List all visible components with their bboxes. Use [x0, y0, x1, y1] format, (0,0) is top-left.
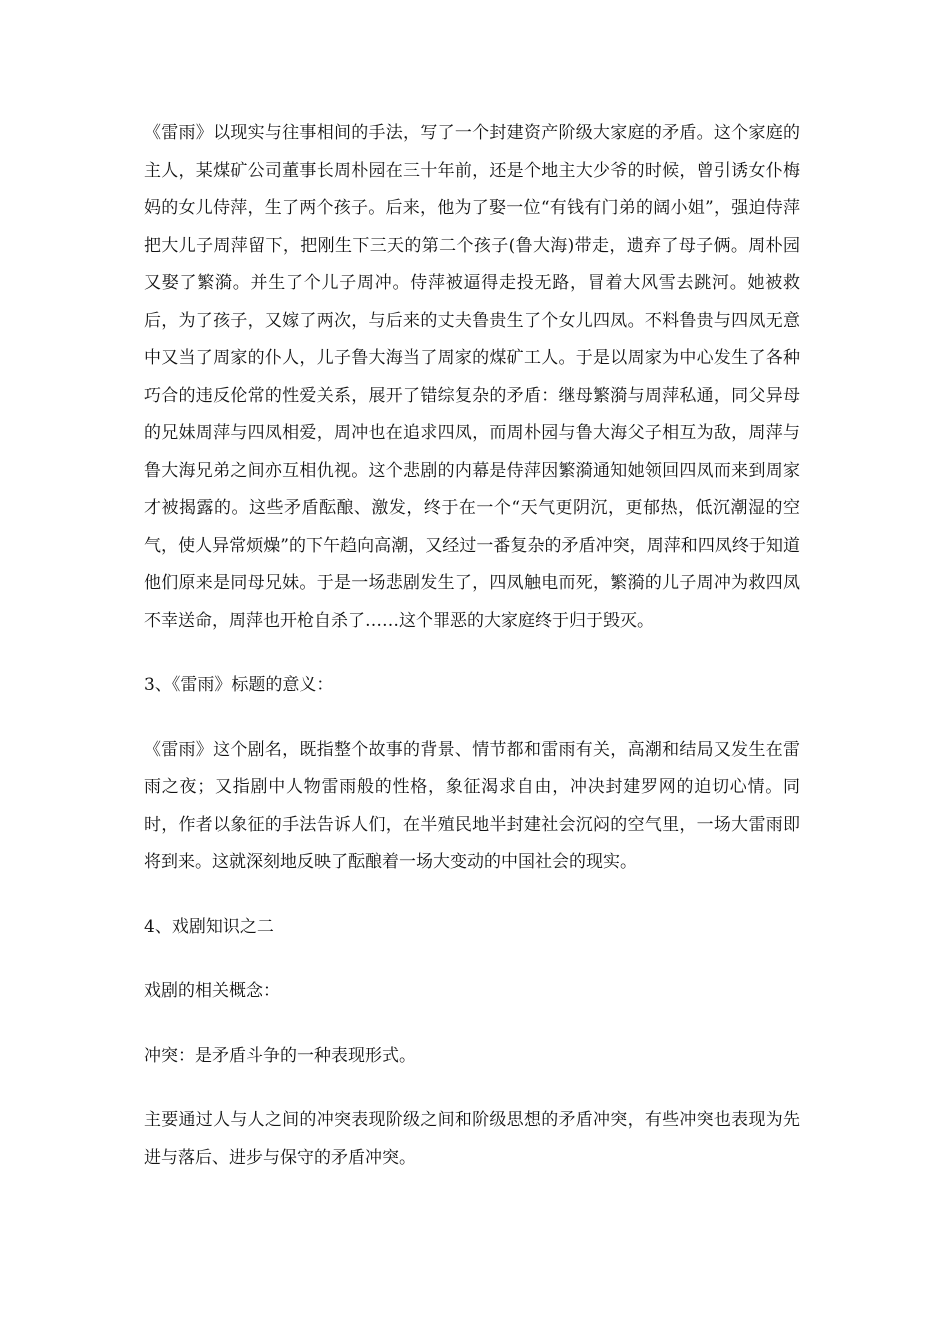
summary-paragraph: 《雷雨》以现实与往事相间的手法，写了一个封建资产阶级大家庭的矛盾。这个家庭的主人，某煤矿公司董事长周朴园在三十年前，还是个地主大少爷的时候，曾引诱女仆梅妈的女儿侍萍，生了两个孩子。后来，他为了娶一位“有钱有门弟的阔小姐”，强迫侍萍把大儿子周萍留下，把刚生下三天的第二个孩子(鲁大海)带走，遗弃了母子俩。周朴园又娶了繁漪。并生了个儿子周冲。侍萍被逼得走投无路，冒着大风雪去跳河。她被救后，为了孩子，又嫁了两次，与后来的丈夫鲁贵生了个女儿四凤。不料鲁贵与四凤无意中又当了周家的仆人，儿子鲁大海当了周家的煤矿工人。于是以周家为中心发生了各种巧合的违反伦常的性爱关系，展开了错综复杂的矛盾：继母繁漪与周萍私通，同父异母的兄妹周萍与四凤相爱，周冲也在追求四凤，而周朴园与鲁大海父子相互为敌，周萍与鲁大海兄弟之间亦互相仇视。这个悲剧的内幕是侍萍因繁漪通知她领回四凤而来到周家才被揭露的。这些矛盾酝酿、激发，终于在一个“天气更阴沉，更郁热，低沉潮湿的空气，使人异常烦燥”的下午趋向高潮，又经过一番复杂的矛盾冲突，周萍和四凤终于知道他们原来是同母兄妹。于是一场悲剧发生了，四凤触电而死，繁漪的儿子周冲为救四凤不幸送命，周萍也开枪自杀了……这个罪恶的大家庭终于归于毁灭。 — [144, 123, 800, 631]
related-concepts-label: 戏剧的相关概念： — [144, 981, 280, 1001]
title-meaning-paragraph: 《雷雨》这个剧名，既指整个故事的背景、情节都和雷雨有关，高潮和结局又发生在雷雨之夜；又指剧中人物雷雨般的性格，象征渴求自由，冲决封建罗网的迫切心情。同时，作者以象征的手法告诉人们，在半殖民地半封建社会沉闷的空气里，一场大雷雨即将到来。这就深刻地反映了酝酿着一场大变动的中国社会的现实。 — [144, 739, 800, 872]
conflict-definition: 冲突：是矛盾斗争的一种表现形式。 — [144, 1045, 416, 1066]
conflict-explanation-paragraph: 主要通过人与人之间的冲突表现阶级之间和阶级思想的矛盾冲突，有些冲突也表现为先进与落后、进步与保守的矛盾冲突。 — [144, 1110, 800, 1168]
section-heading-title-meaning: 3、《雷雨》标题的意义： — [144, 675, 334, 695]
section-heading-drama-knowledge: 4、戏剧知识之二 — [144, 916, 274, 937]
